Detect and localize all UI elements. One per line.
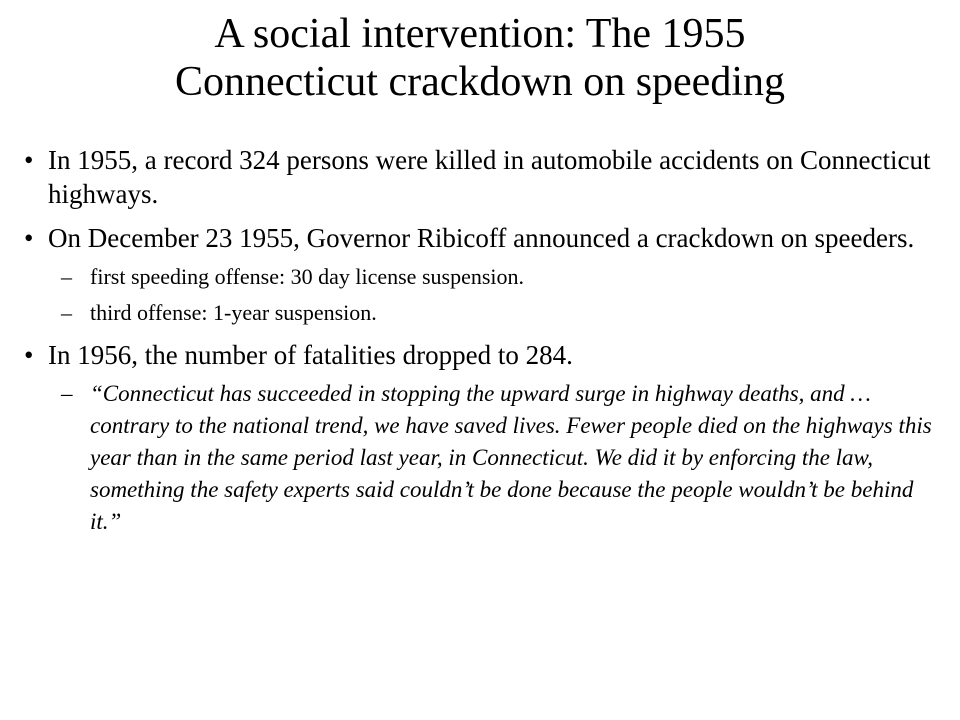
sub-item-text: first speeding offense: 30 day license suspension. xyxy=(90,264,525,289)
dash-icon: – xyxy=(61,264,72,289)
slide-title-line-2: Connecticut crackdown on speeding xyxy=(175,59,785,105)
slide-body xyxy=(24,143,944,538)
bullet-item-2 xyxy=(24,221,944,255)
slide-title xyxy=(40,10,920,106)
dash-icon: – xyxy=(61,381,73,406)
sub-item-text: third offense: 1-year suspension. xyxy=(90,300,377,325)
sub-item-1 xyxy=(24,261,944,292)
dash-icon: – xyxy=(61,300,72,325)
bullet-icon: • xyxy=(24,340,34,370)
sub-item-2 xyxy=(24,297,944,328)
bullet-icon: • xyxy=(24,223,34,253)
quote-text: “Connecticut has succeeded in stopping the upward surge in highway deaths, and … contrary to the national trend, we have saved lives. Fewer people died on the highways this year than in the same period last year, in Connecticut. We did it by enforcing the law, something the safety experts said couldn’t be done because the people wouldn’t be behind it.” xyxy=(90,381,932,534)
bullet-icon: • xyxy=(24,145,34,175)
bullet-text: In 1955, a record 324 persons were killed in automobile accidents on Connecticut highways. xyxy=(48,145,931,209)
bullet-text: In 1956, the number of fatalities dropped to 284. xyxy=(48,340,573,370)
slide-title-line-1: A social intervention: The 1955 xyxy=(214,11,746,57)
governor-quote xyxy=(24,378,944,538)
bullet-item-3 xyxy=(24,338,944,372)
bullet-item-1 xyxy=(24,143,944,211)
bullet-text: On December 23 1955, Governor Ribicoff announced a crackdown on speeders. xyxy=(48,223,915,253)
